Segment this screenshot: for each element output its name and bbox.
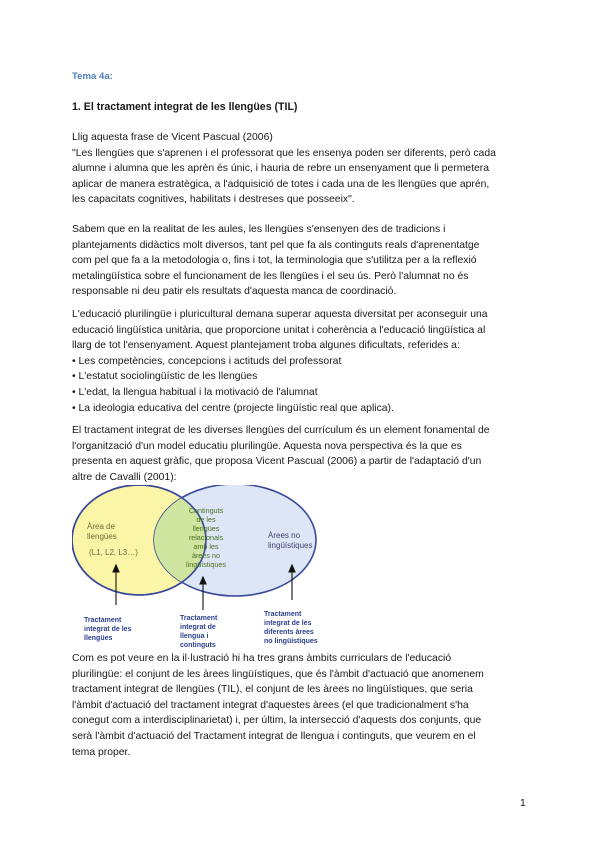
text-line: serà l'àmbit d'actuació del Tractament integrat de llengua i continguts, que veurem en el bbox=[72, 730, 476, 742]
text-line: altre de Cavalli (2001): bbox=[72, 471, 177, 483]
text-line: Com es pot veure en la il·lustració hi ha tres grans àmbits curriculars de l'educació bbox=[72, 653, 452, 664]
paragraph-reality bbox=[72, 222, 532, 300]
left-label: Àrea de bbox=[87, 522, 116, 531]
intro-line: Llig aquesta frase de Vicent Pascual (2006) bbox=[72, 132, 273, 143]
text-line: tractament integrat de llengües (TIL), el conjunt de les àrees no lingüístiques, que seria bbox=[72, 684, 473, 696]
middle-label: Continguts bbox=[188, 506, 224, 515]
paragraph-illustration bbox=[72, 651, 532, 760]
right-label: lingüístiques bbox=[268, 541, 313, 550]
page-number: 1 bbox=[520, 798, 526, 809]
bullet-item: • L'estatut sociolingüístic de les llengües bbox=[72, 369, 532, 385]
text-line: conegut com a interdisciplinarietat) i, per últim, la intersecció d'aquests dos conjunts, que bbox=[72, 715, 482, 727]
text-line: llarg de tot l'ensenyament. Aquest plantejament troba algunes dificultats, referides a: bbox=[72, 340, 460, 352]
text-line: presenta en aquest gràfic, que proposa Vicent Pascual (2006) a partir de l'adaptació d'un bbox=[72, 456, 482, 468]
text-line: El tractament integrat de les diverses llengües del currículum és un element fonamental de bbox=[72, 425, 490, 436]
middle-label: lingüístiques bbox=[186, 560, 226, 569]
bullet-item: • La ideologia educativa del centre (projecte lingüístic real que aplica). bbox=[72, 401, 532, 417]
text-line: responsable ni deu patir els resultats d'aquesta manca de coordinació. bbox=[72, 286, 397, 298]
quote-line: "Les llengües que s'aprenen i el professorat que les ensenya poden ser diferents, però cada bbox=[72, 147, 496, 159]
text-line: metalingüística sobre el funcionament de les llengües i el seu ús. Però l'alumnat no és bbox=[72, 270, 469, 282]
text-line: plurilingüe: el conjunt de les àrees lingüístiques, que és l'àmbit d'actuació que anomenem bbox=[72, 668, 484, 680]
text-line: Sabem que en la realitat de les aules, les llengües s'ensenyen des de tradicions i bbox=[72, 224, 446, 235]
middle-label: relacionals bbox=[188, 533, 224, 542]
left-label: llengües bbox=[87, 532, 117, 541]
quote-line: aplicar de manera estratègica, a l'adquisició de totes i cada una de les llengües que aprén, bbox=[72, 178, 490, 190]
caption-left: integrat de les bbox=[84, 626, 132, 633]
caption-right: no lingüístiques bbox=[264, 638, 318, 645]
middle-label: amb les bbox=[193, 542, 219, 551]
middle-label: àrees no bbox=[192, 551, 220, 560]
text-line: educació lingüística unitària, que proporcione unitat i coherència a l'educació lingüística al bbox=[72, 324, 486, 336]
section-label: Tema 4a: bbox=[72, 71, 113, 82]
text-line: l'àmbit d'actuació del tractament integrat d'aquestes àrees (el que tradicionalment s'ha bbox=[72, 699, 469, 711]
bullet-item: • L'edat, la llengua habitual i la motivació de l'alumnat bbox=[72, 385, 532, 401]
caption-right: integrat de les bbox=[264, 620, 312, 627]
caption-right: diferents àrees bbox=[264, 629, 314, 636]
text-line: L'educació plurilingüe i pluricultural demana superar aquesta diversitat per aconseguir una bbox=[72, 309, 488, 320]
caption-middle: llengua i bbox=[180, 633, 209, 640]
caption-left: llengües bbox=[84, 635, 113, 642]
venn-diagram bbox=[72, 485, 372, 650]
caption-right: Tractament bbox=[264, 611, 302, 618]
left-label: (L1, L2, L3…) bbox=[89, 548, 138, 557]
caption-middle: continguts bbox=[180, 642, 216, 649]
paragraph-integration bbox=[72, 423, 532, 485]
middle-label: llengües bbox=[192, 524, 220, 533]
text-line: plantejaments didàctics molt diversos, tant pel que fa als continguts reals d'aprenentatge bbox=[72, 239, 480, 251]
section-heading: 1. El tractament integrat de les llengües (TIL) bbox=[72, 101, 298, 113]
quote-line: les capacitats cognitives, habilitats i destreses que posseeix". bbox=[72, 194, 355, 206]
caption-middle: integrat de bbox=[180, 624, 216, 631]
text-line: com pel que fa a la metodologia o, fins i tot, la terminologia que s'utilitza per a la reflexió bbox=[72, 255, 477, 267]
text-line: l'organització d'un model educatiu plurilingüe. Aquesta nova perspectiva és la que es bbox=[72, 440, 462, 452]
intro-paragraph bbox=[72, 130, 532, 208]
right-label: Àrees no bbox=[268, 531, 301, 540]
quote-line: alumne i alumna que les aprèn és únic, i hauria de rebre un ensenyament que li permetera bbox=[72, 163, 490, 175]
bullet-item: • Les competències, concepcions i actituds del professorat bbox=[72, 354, 532, 370]
paragraph-plurilingual bbox=[72, 307, 532, 416]
caption-middle: Tractament bbox=[180, 615, 218, 622]
middle-label: de les bbox=[196, 515, 216, 524]
caption-left: Tractament bbox=[84, 617, 122, 624]
text-line: tema proper. bbox=[72, 746, 131, 758]
